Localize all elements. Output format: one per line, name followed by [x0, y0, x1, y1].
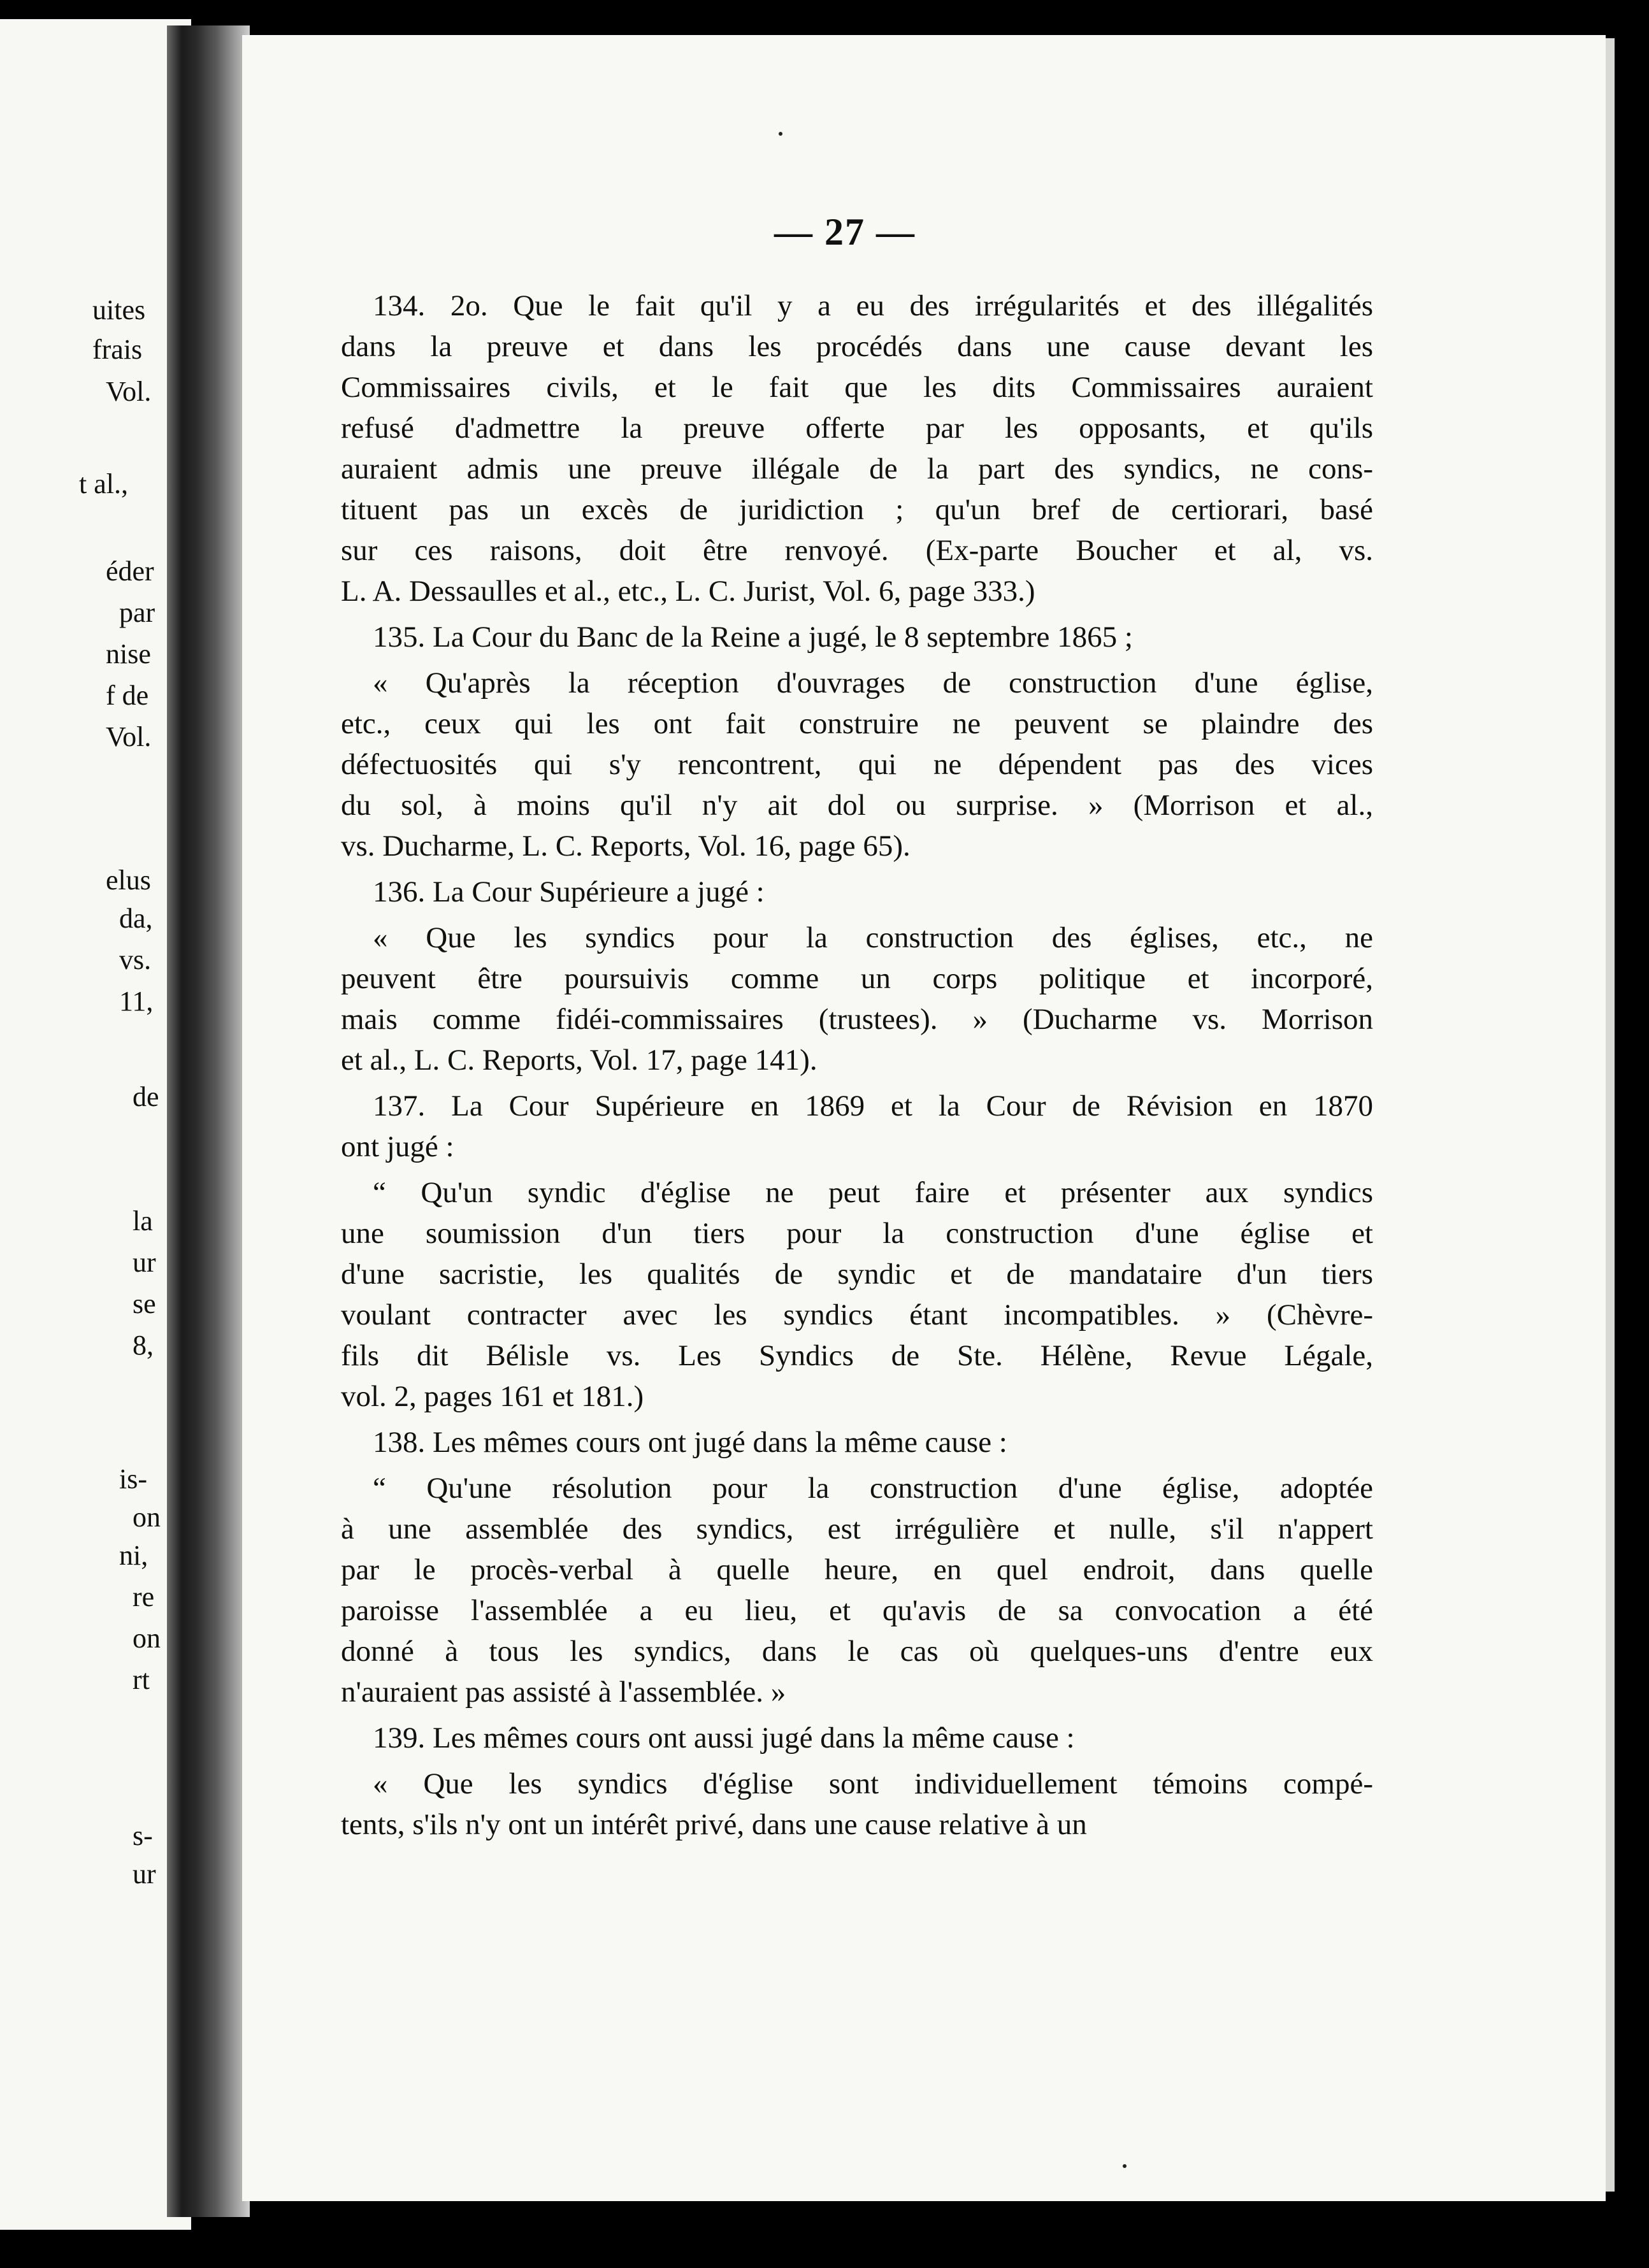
page-number: — 27 — [774, 211, 916, 253]
previous-page-text: vs. [119, 944, 152, 975]
text-line: peuvent être poursuivis comme un corps politique et incorporé, [341, 962, 1373, 995]
previous-page-text: Vol. [106, 721, 152, 752]
text-line: « Que les syndics d'église sont individuellement témoins compé- [373, 1767, 1373, 1800]
text-line: “ Qu'une résolution pour la construction d'une église, adoptée [373, 1472, 1373, 1505]
paragraph [341, 1422, 1373, 1463]
text-line: n'auraient pas assisté à l'assemblée. » [341, 1676, 786, 1709]
text-line: une soumission d'un tiers pour la construction d'une église et [341, 1217, 1373, 1250]
text-line: paroisse l'assemblée a eu lieu, et qu'avis de sa convocation a été [341, 1594, 1373, 1627]
text-line: tents, s'ils n'y ont un intérêt privé, dans une cause relative à un [341, 1808, 1087, 1841]
text-line: défectuosités qui s'y rencontrent, qui ne dépendent pas des vices [341, 748, 1373, 781]
previous-page-text: par [119, 597, 155, 628]
previous-page-text: 8, [133, 1330, 154, 1361]
previous-page-fragment [0, 19, 191, 2230]
previous-page-text: frais [92, 334, 143, 365]
text-line: tituent pas un excès de juridiction ; qu'un bref de certiorari, basé [341, 493, 1373, 526]
text-line: dans la preuve et dans les procédés dans une cause devant les [341, 330, 1373, 363]
text-line: refusé d'admettre la preuve offerte par les opposants, et qu'ils [341, 412, 1373, 445]
text-line: 138. Les mêmes cours ont jugé dans la même cause : [373, 1426, 1007, 1459]
previous-page-text: nise [106, 638, 151, 670]
text-line: « Qu'après la réception d'ouvrages de construction d'une église, [373, 666, 1373, 700]
previous-page-text: uites [92, 294, 146, 326]
paragraph [341, 872, 1373, 912]
previous-page-text: Vol. [106, 376, 152, 407]
previous-page-text: se [133, 1288, 156, 1319]
text-line: 136. La Cour Supérieure a jugé : [373, 875, 765, 908]
text-line: du sol, à moins qu'il n'y ait dol ou surprise. » (Morrison et al., [341, 789, 1373, 822]
paragraph [341, 1718, 1373, 1758]
speck [779, 132, 782, 136]
body-text [341, 280, 1373, 1845]
previous-page-text: la [133, 1205, 153, 1237]
previous-page-text: de [133, 1081, 159, 1112]
text-line: vol. 2, pages 161 et 181.) [341, 1380, 644, 1413]
previous-page-text: re [133, 1581, 155, 1612]
previous-page-text: t al., [79, 468, 128, 499]
text-line: etc., ceux qui les ont fait construire ne peuvent se plaindre des [341, 707, 1373, 740]
previous-page-text: ni, [119, 1540, 148, 1571]
previous-page-text: éder [106, 556, 154, 587]
text-line: mais comme fidéi-commissaires (trustees). » (Ducharme vs. Morrison [341, 1003, 1373, 1036]
text-line: et al., L. C. Reports, Vol. 17, page 141). [341, 1044, 817, 1077]
text-line: 137. La Cour Supérieure en 1869 et la Cour de Révision en 1870 [373, 1089, 1373, 1123]
previous-page-text: 11, [119, 986, 154, 1017]
text-line: « Que les syndics pour la construction des églises, etc., ne [373, 921, 1373, 954]
speck [1123, 2164, 1127, 2168]
text-line: “ Qu'un syndic d'église ne peut faire et présenter aux syndics [373, 1176, 1373, 1209]
book-gutter [167, 25, 250, 2217]
text-line: donné à tous les syndics, dans le cas où quelques-uns d'entre eux [341, 1635, 1373, 1668]
text-line: L. A. Dessaulles et al., etc., L. C. Jurist, Vol. 6, page 333.) [341, 575, 1035, 608]
text-line: 139. Les mêmes cours ont aussi jugé dans la même cause : [373, 1721, 1075, 1755]
paragraph [341, 1172, 1373, 1417]
paragraph [341, 663, 1373, 866]
text-line: à une assemblée des syndics, est irrégulière et nulle, s'il n'appert [341, 1512, 1373, 1546]
previous-page-text: on [133, 1623, 161, 1654]
previous-page-text: ur [133, 1247, 156, 1278]
text-line: par le procès-verbal à quelle heure, en quel endroit, dans quelle [341, 1553, 1373, 1586]
previous-page-text: elus [106, 865, 151, 896]
text-line: auraient admis une preuve illégale de la part des syndics, ne cons- [341, 452, 1373, 485]
text-line: 135. La Cour du Banc de la Reine a jugé, le 8 septembre 1865 ; [373, 621, 1133, 654]
paragraph [341, 617, 1373, 657]
previous-page-text: s- [133, 1820, 153, 1851]
paragraph [341, 1468, 1373, 1712]
previous-page-text: f de [106, 680, 149, 711]
text-line: sur ces raisons, doit être renvoyé. (Ex-parte Boucher et al, vs. [341, 534, 1373, 567]
paragraph [341, 285, 1373, 612]
previous-page-text: on [133, 1502, 161, 1533]
text-line: voulant contracter avec les syndics étant incompatibles. » (Chèvre- [341, 1298, 1373, 1331]
text-line: fils dit Bélisle vs. Les Syndics de Ste. Hélène, Revue Légale, [341, 1339, 1373, 1372]
text-line: Commissaires civils, et le fait que les dits Commissaires auraient [341, 371, 1373, 404]
paragraph [341, 1763, 1373, 1845]
previous-page-text: da, [119, 903, 153, 934]
text-line: vs. Ducharme, L. C. Reports, Vol. 16, page 65). [341, 829, 911, 863]
text-line: 134. 2o. Que le fait qu'il y a eu des irrégularités et des illégalités [373, 289, 1373, 322]
page-edge [1606, 38, 1615, 2192]
text-line: ont jugé : [341, 1130, 454, 1163]
previous-page-text: ur [133, 1858, 156, 1890]
text-line: d'une sacristie, les qualités de syndic et de mandataire d'un tiers [341, 1258, 1373, 1291]
paragraph [341, 1086, 1373, 1167]
previous-page-text: rt [133, 1664, 150, 1695]
paragraph [341, 917, 1373, 1080]
previous-page-text: is- [119, 1463, 147, 1495]
